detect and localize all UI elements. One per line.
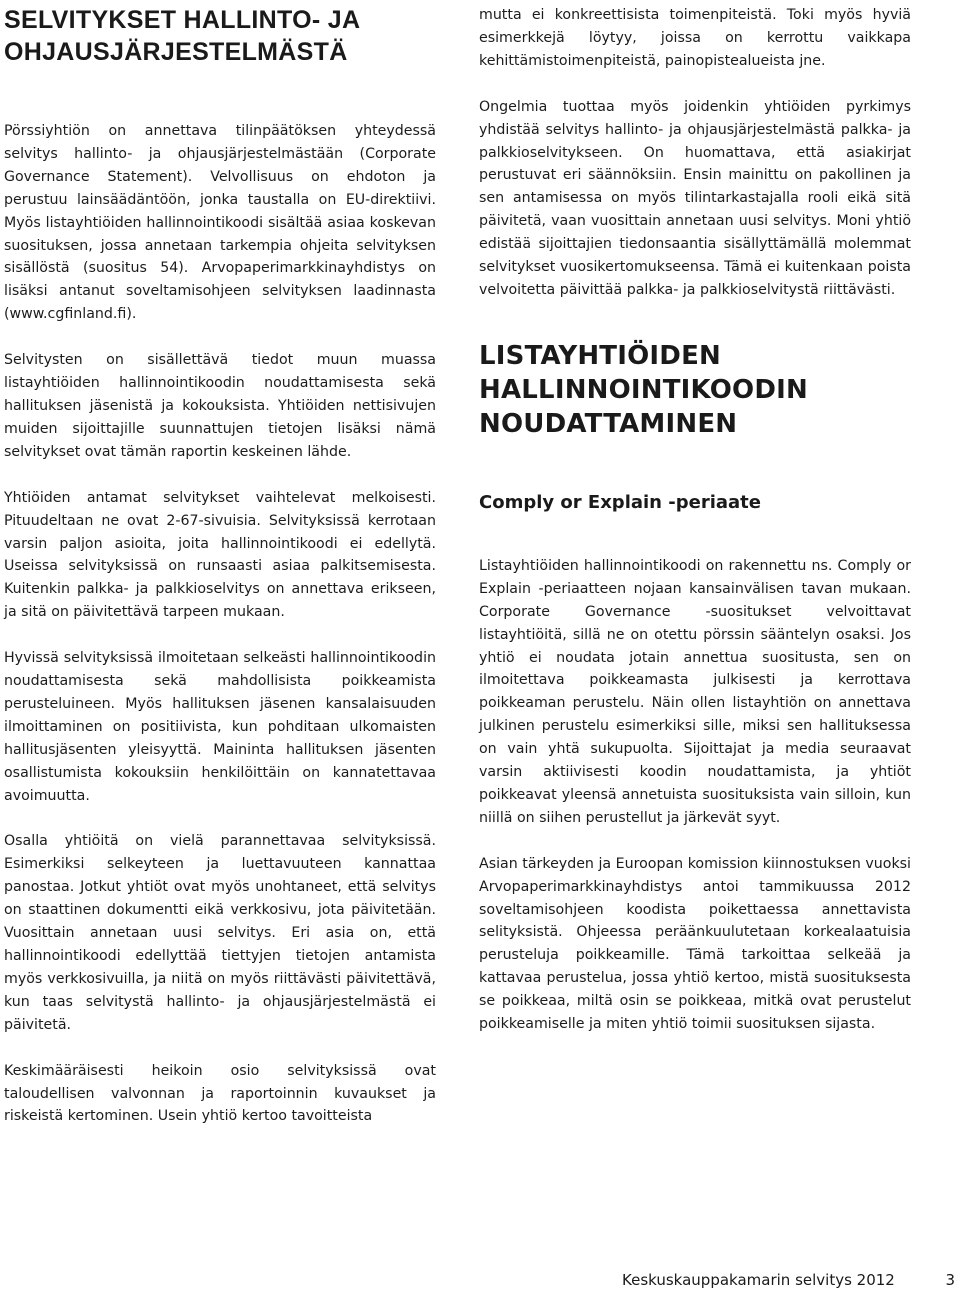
paragraph-continued: mutta ei konkreettisista toimenpiteistä. Toki myös hyviä esimerkkejä löytyy, joissa on kerrottu vaikkapa kehittämistoimenpiteistä, painopistealueista jne.: [479, 7, 911, 69]
footer-publication: Keskuskauppakamarin selvitys 2012: [622, 1271, 895, 1289]
right-column: [479, 0, 911, 1036]
paragraph-statement-contents: Selvitysten on sisällettävä tiedot muun muassa listayhtiöiden hallinnointikoodin noudattamisesta sekä hallituksen jäsenistä ja kokouksista. Yhtiöiden nettisivujen muiden sijoittajille suunnattujen tietojen lisäksi nämä selvitykset ovat tämän raportin keskeinen lähde.: [4, 352, 436, 460]
sub-heading: Comply or Explain -periaate: [479, 491, 761, 513]
section-heading: LISTAYHTIÖIDEN HALLINNOINTIKOODIN NOUDATTAMINEN: [479, 340, 808, 439]
paragraph-good-statements: Hyvissä selvityksissä ilmoitetaan selkeästi hallinnointikoodin noudattamisesta sekä mahdollisista poikkeamista perusteluineen. Myös hallituksen jäsenen kansalaisuuden ilmoittaminen on positiivista, kun pohditaan ulkomaisten hallitusjäsenten yleisyyttä. Maininta hallituksen jäsenten osallistumista kokouksiin henkilöittäin on kannatettavaa avoimuutta.: [4, 650, 436, 804]
paragraph-improvements: Osalla yhtiöitä on vielä parannettavaa selvityksissä. Esimerkiksi selkeyteen ja luettavuuteen kannattaa panostaa. Jotkut yhtiöt ovat myös unohtaneet, että selvitys on staattinen dokumentti eikä verkkosivu, jota päivitetään. Vuosittain annetaan uusi selvitys. Eri asia on, että hallinnointikoodi edellyttää tiettyjen tietojen antamista myös verkkosivuilla, ja niitä on myös riittävästi päivitettävä, kun taas selvitystä hallinto- ja ohjausjärjestelmästä ei päivitetä.: [4, 833, 436, 1033]
paragraph-statement-variation: Yhtiöiden antamat selvitykset vaihtelevat melkoisesti. Pituudeltaan ne ovat 2-67-sivuisia. Selvityksissä kerrotaan varsin paljon asioita, joita hallinnointikoodi ei edellytä. Useissa selvityksissä on runsaasti asiaa palkitsemisesta. Kuitenkin palkka- ja palkkioselvitys on annettava erikseen, ja sitä on päivitettävä tarpeen mukaan.: [4, 489, 436, 621]
paragraph-combining-statements: Ongelmia tuottaa myös joidenkin yhtiöiden pyrkimys yhdistää selvitys hallinto- ja ohjausjärjestelmästä palkka- ja palkkioselvitykseen. On huomattava, että asiakirjat perustuvat eri säännöksiin. Ensin mainittu on pakollinen ja sen antamisessa on myös tilintarkastajalla rooli eikä sitä päivitetä, vaan vuosittain annetaan uusi selvitys. Moni yhtiö edistää sijoittajien tiedonsaantia sisällyttämällä molemmat selvitykset vuosikertomukseensa. Tämä ei kuitenkaan poista velvoitetta päivittää palkka- ja palkkioselvitystä riittävästi.: [479, 98, 911, 298]
paragraph-weakest-section: Keskimääräisesti heikoin osio selvityksissä ovat taloudellisen valvonnan ja raportoinnin kuvaukset ja riskeistä kertominen. Usein yhtiö kertoo tavoitteista: [4, 1062, 436, 1125]
page-number: 3: [945, 1271, 955, 1289]
paragraph-cgs-obligation: Pörssiyhtiön on annettava tilinpäätöksen yhteydessä selvitys hallinto- ja ohjausjärjestelmästään (Corporate Governance Statement). Velvollisuus on ehdoton ja perustuu lainsäädäntöön, jonka taustalla on EU-direktiivi. Myös listayhtiöiden hallinnointikoodi sisältää asiaa koskevan suosituksen, jossa annetaan tarkempia ohjeita selvityksen sisällöstä (suositus 54). Arvopaperimarkkinayhdistys on lisäksi antanut soveltamisohjeen selvityksen laadinnasta (www.cgfinland.fi).: [4, 123, 436, 323]
paragraph-comply-or-explain: Listayhtiöiden hallinnointikoodi on rakennettu ns. Comply or Explain -periaatteen nojaan kansainvälisen tavan mukaan. Corporate Governance -suositukset velvoittavat listayhtiöitä, sillä ne on otettu pörssin sääntelyn osaksi. Jos yhtiö ei noudata jotain annettua suositusta, sen on ilmoitettava poikkeamasta julkisesti ja kerrottava poikkeaman perustelu. Näin ollen listayhtiön on annettava julkinen perustelu esimerkiksi sille, miksi sen hallituksessa on vain yhtä sukupuolta. Sijoittajat ja media seuraavat varsin aktiivisesti koodin noudattamista, ja yhtiöt poikkeavat yleensä annetuista suosituksista vain silloin, kun niillä on siihen perustellut ja järkevät syyt.: [479, 557, 911, 826]
page-heading: SELVITYKSET HALLINTO- JA OHJAUSJÄRJESTELMÄSTÄ: [4, 6, 360, 66]
paragraph-guidance-2012: Asian tärkeyden ja Euroopan komission kiinnostuksen vuoksi Arvopaperimarkkinayhdistys antoi tammikuussa 2012 soveltamisohjeen koodista poikettaessa annettavista selityksistä. Ohjeessa peräänkuulutetaan korkealaatuisia perusteluja poikkeamille. Tämä tarkoittaa selkeää ja kattavaa perustelua, jossa yhtiö kertoo, mistä suosituksesta se poikkeaa, miltä osin se poikkeaa, mitkä ovat perustelut poikkeamiselle ja miten yhtiö toimii suosituksen sijasta.: [479, 855, 911, 1033]
left-column: [4, 0, 436, 1128]
page-footer: [622, 1270, 957, 1290]
